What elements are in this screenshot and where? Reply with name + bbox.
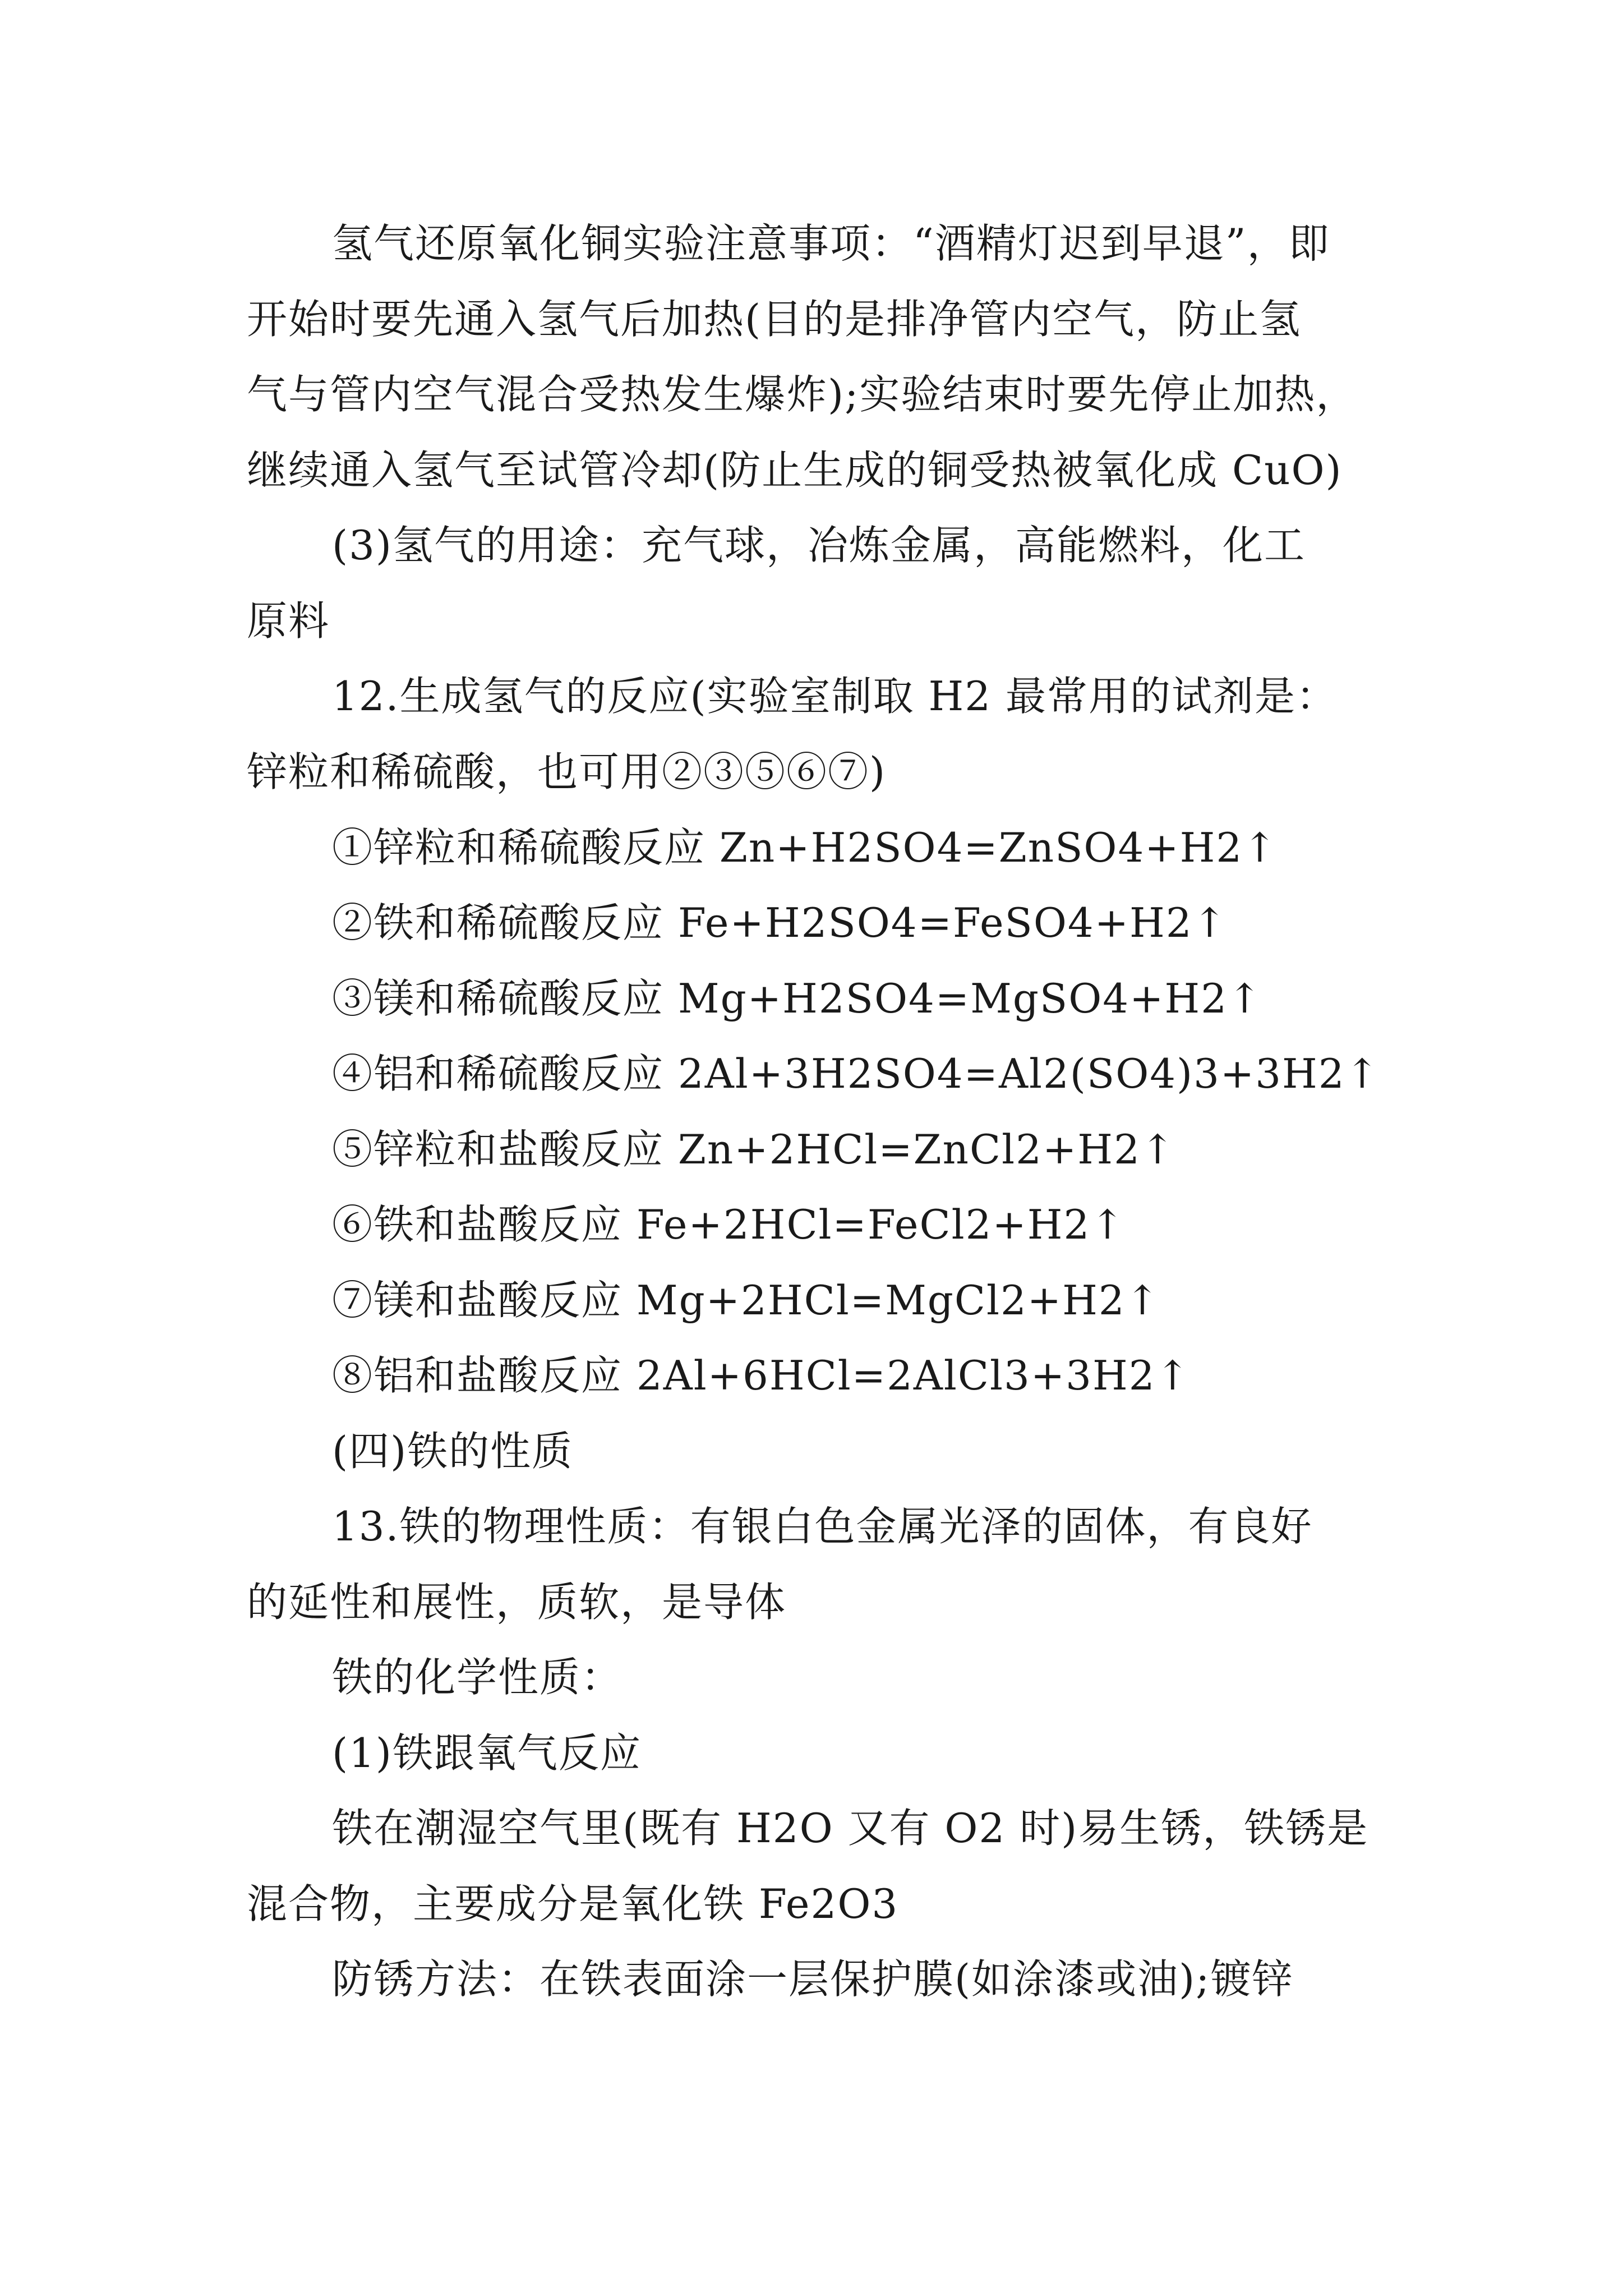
paragraph-line-10: 的延性和展性，质软，是导体 bbox=[247, 1579, 787, 1626]
reaction-line-4: ④铝和稀硫酸反应 2Al+3H2SO4=Al2(SO4)3+3H2↑ bbox=[332, 1050, 1380, 1097]
paragraph-line-13: 铁在潮湿空气里(既有 H2O 又有 O2 时)易生锈，铁锈是 bbox=[332, 1805, 1369, 1852]
paragraph-line-9: 13.铁的物理性质：有银白色金属光泽的固体，有良好 bbox=[332, 1503, 1313, 1550]
reaction-line-7: ⑦镁和盐酸反应 Mg+2HCl=MgCl2+H2↑ bbox=[332, 1277, 1161, 1324]
reaction-line-1: ①锌粒和稀硫酸反应 Zn+H2SO4=ZnSO4+H2↑ bbox=[332, 824, 1278, 871]
paragraph-line-5: (3)氢气的用途：充气球，冶炼金属，高能燃料，化工 bbox=[332, 522, 1306, 569]
reaction-line-8: ⑧铝和盐酸反应 2Al+6HCl=2AlCl3+3H2↑ bbox=[332, 1352, 1191, 1399]
paragraph-line-4: 继续通入氢气至试管冷却(防止生成的铜受热被氧化成 CuO) bbox=[247, 447, 1343, 494]
paragraph-line-6: 原料 bbox=[247, 597, 330, 645]
reaction-line-3: ③镁和稀硫酸反应 Mg+H2SO4=MgSO4+H2↑ bbox=[332, 975, 1263, 1022]
reaction-line-5: ⑤锌粒和盐酸反应 Zn+2HCl=ZnCl2+H2↑ bbox=[332, 1126, 1176, 1173]
reaction-line-2: ②铁和稀硫酸反应 Fe+H2SO4=FeSO4+H2↑ bbox=[332, 899, 1228, 946]
paragraph-line-12: (1)铁跟氧气反应 bbox=[332, 1729, 642, 1777]
paragraph-line-14: 混合物，主要成分是氧化铁 Fe2O3 bbox=[247, 1880, 899, 1927]
paragraph-line-1: 氢气还原氧化铜实验注意事项：“酒精灯迟到早退”，即 bbox=[332, 220, 1330, 267]
paragraph-line-2: 开始时要先通入氢气后加热(目的是排净管内空气，防止氢 bbox=[247, 296, 1302, 343]
section-heading: (四)铁的性质 bbox=[332, 1428, 574, 1475]
paragraph-line-3: 气与管内空气混合受热发生爆炸);实验结束时要先停止加热， bbox=[247, 371, 1358, 418]
paragraph-line-7: 12.生成氢气的反应(实验室制取 H2 最常用的试剂是： bbox=[332, 673, 1338, 720]
paragraph-line-11: 铁的化学性质： bbox=[332, 1654, 623, 1701]
paragraph-line-15: 防锈方法：在铁表面涂一层保护膜(如涂漆或油);镀锌 bbox=[332, 1955, 1294, 2003]
reaction-line-6: ⑥铁和盐酸反应 Fe+2HCl=FeCl2+H2↑ bbox=[332, 1201, 1126, 1248]
paragraph-line-8: 锌粒和稀硫酸，也可用②③⑤⑥⑦) bbox=[247, 748, 887, 795]
